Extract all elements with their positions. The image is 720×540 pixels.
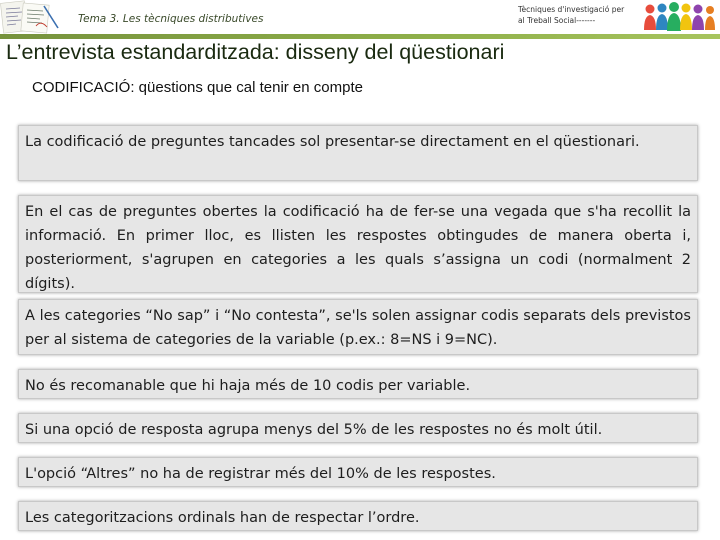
handwritten-notes-illustration [0,0,60,34]
header-band [0,0,720,34]
slide-subtitle: CODIFICACIÓ: qüestions que cal tenir en compte [32,79,363,96]
content-box: La codificació de preguntes tancades sol presentar-se directament en el qüestionari. [18,125,698,181]
header-divider [0,34,720,39]
subject-line-1: Tècniques d'investigació per [518,5,625,14]
content-box: A les categories “No sap” i “No contesta”, se'ls solen assignar codis separats dels previstos per al sistema de categories de la variable (p.ex.: 8=NS i 9=NC). [18,299,698,355]
course-unit-label: Tema 3. Les tècniques distributives [78,13,264,25]
slide-title: L’entrevista estandarditzada: disseny del qüestionari [6,40,505,64]
people-group-illustration [640,0,720,34]
content-box: Si una opció de resposta agrupa menys del 5% de les respostes no és molt útil. [18,413,698,443]
content-box: Les categoritzacions ordinals han de respectar l’ordre. [18,501,698,531]
subject-line-2: al Treball Social------- [518,16,596,25]
content-box: En el cas de preguntes obertes la codificació ha de fer-se una vegada que s'ha recollit la informació. En primer lloc, es llisten les respostes obtingudes de manera oberta i, posteriorment, s'agrupen en categories a les quals s’assigna un codi (normalment 2 dígits). [18,195,698,293]
content-box: L'opció “Altres” no ha de registrar més del 10% de les respostes. [18,457,698,487]
content-box: No és recomanable que hi haja més de 10 codis per variable. [18,369,698,399]
subject-name [518,4,638,26]
